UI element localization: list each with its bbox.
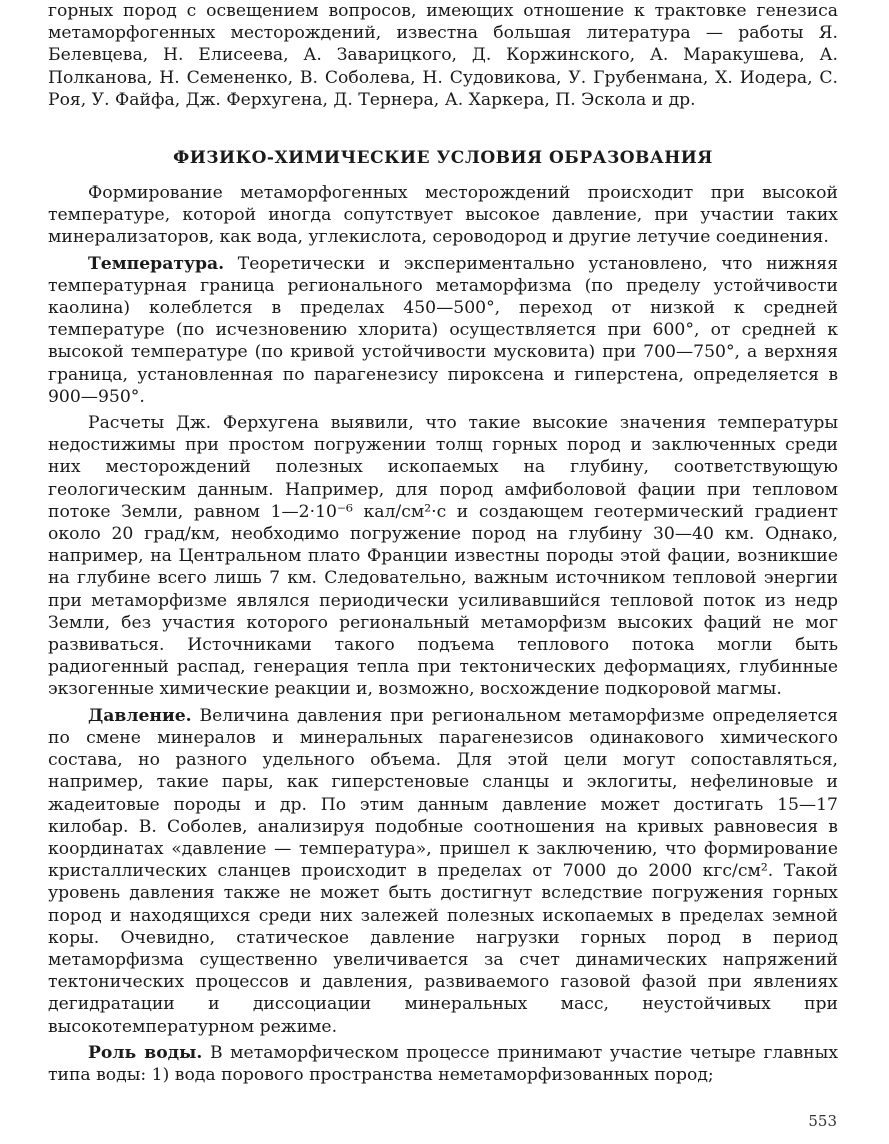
water-paragraph (48, 1042, 838, 1086)
water-term: Роль воды. (88, 1042, 203, 1063)
formation-paragraph: Формирование метаморфогенных месторождений происходит при высокой температуре, которой иногда сопутствует высокое давление, при участии таких минерализаторов, как вода, углекислота, сероводород и другие летучие соединения. (48, 183, 838, 248)
document-page (48, 0, 838, 1086)
temperature-text: Теоретически и экспериментально установлено, что нижняя температурная граница регионального метаморфизма (по пределу устойчивости каолина) колеблется в пределах 450—500°, переход от низкой к средней температуре (по исчезновению хлорита) осуществляется при 600°, от средней к высокой температуре (по кривой устойчивости мусковита) при 700—750°, а верхняя граница, установленная по парагенезису пироксена и гиперстена, определяется в 900—950°. (48, 253, 838, 407)
temperature-term: Температура. (88, 253, 225, 274)
temperature-paragraph (48, 253, 838, 408)
pressure-paragraph (48, 705, 838, 1038)
pressure-term: Давление. (88, 705, 192, 726)
page-number: 553 (808, 1112, 837, 1130)
intro-paragraph: горных пород с освещением вопросов, имеющих отношение к трактовке генезиса метаморфогенных месторождений, известна большая литература — работы Я. Белевцева, Н. Елисеева, А. Заварицкого, Д. Коржинского, А. Маракушева, А. Полканова, Н. Семененко, В. Соболева, Н. Судовикова, У. Грубенмана, Х. Иодера, С. Роя, У. Файфа, Дж. Ферхугена, Д. Тернера, А. Харкера, П. Эскола и др. (48, 1, 838, 110)
calculations-paragraph: Расчеты Дж. Ферхугена выявили, что такие высокие значения температуры недостижимы при простом погружении толщ горных пород и заключенных среди них месторождений полезных ископаемых на глубину, соответствующую геологическим данным. Например, для пород амфиболовой фации при тепловом потоке Земли, равном 1—2·10⁻⁶ кал/см²·с и создающем геотермический градиент около 20 град/км, необходимо погружение пород на глубину 30—40 км. Однако, например, на Центральном плато Франции известны породы этой фации, возникшие на глубине всего лишь 7 км. Следовательно, важным источником тепловой энергии при метаморфизме являлся периодически усиливавшийся тепловой поток из недр Земли, без участия которого региональный метаморфизм высоких фаций не мог развиваться. Источниками такого подъема теплового потока могли быть радиогенный распад, генерация тепла при тектонических деформациях, глубинные экзогенные химические реакции и, возможно, восхождение подкоровой магмы. (48, 413, 838, 700)
water-text: В метаморфическом процессе принимают участие четыре главных типа воды: 1) вода порового пространства неметаморфизованных пород; (48, 1042, 839, 1085)
section-heading: ФИЗИКО-ХИМИЧЕСКИЕ УСЛОВИЯ ОБРАЗОВАНИЯ (173, 148, 713, 169)
pressure-text: Величина давления при региональном метаморфизме определяется по смене минералов и минеральных парагенезисов одинакового химического состава, но разного удельного объема. Для этой цели могут сопоставляться, например, такие пары, как гиперстеновые сланцы и эклогиты, нефелиновые и жадеитовые породы и др. По этим данным давление может достигать 15—17 килобар. В. Соболев, анализируя подобные соотношения на кривых равновесия в координатах «давление — температура», пришел к заключению, что формирование кристаллических сланцев происходит в пределах от 7000 до 2000 кгс/см². Такой уровень давления также не может быть достигнут вследствие погружения горных пород и находящихся среди них залежей полезных ископаемых в пределах земной коры. Очевидно, статическое давление нагрузки горных пород в период метаморфизма существенно увеличивается за счет динамических напряжений тектонических процессов и давления, развиваемого газовой фазой при явлениях дегидратации и диссоциации минеральных масс, неустойчивых при высокотемпературном режиме. (48, 705, 838, 1037)
